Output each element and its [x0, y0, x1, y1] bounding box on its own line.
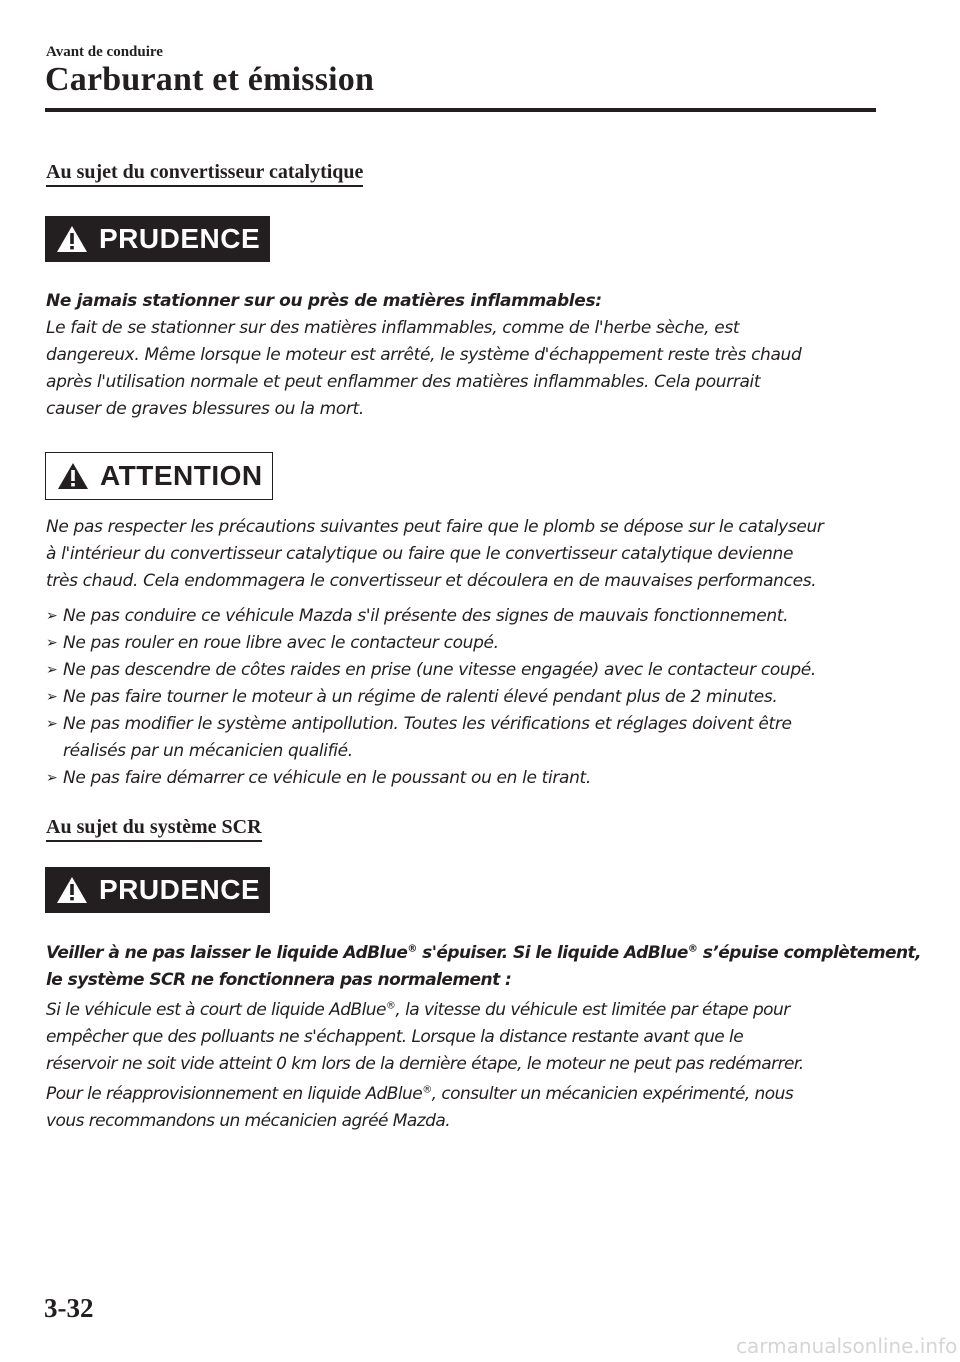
- prudence-label: [45, 867, 270, 913]
- list-item: ➢ Ne pas modifier le système antipollution. Toutes les vérifications et réglages doivent être réalisés par un mécanicien qualifié.: [46, 711, 886, 765]
- list-item: ➢ Ne pas faire démarrer ce véhicule en le poussant ou en le tirant.: [46, 765, 886, 792]
- scr-line-1: Si le véhicule est à court de liquide AdBlue®, la vitesse du véhicule est limitée par étape pour: [46, 1000, 790, 1020]
- scr-bold-line-1: Veiller à ne pas laisser le liquide AdBlue® s'épuiser. Si le liquide AdBlue® s’épuise complètement,: [46, 943, 921, 963]
- prudence-line-2: dangereux. Même lorsque le moteur est arrêté, le système d'échappement reste très chaud: [46, 345, 802, 365]
- arrow-bullet-icon: ➢: [46, 716, 58, 732]
- scr-line-4: Pour le réapprovisionnement en liquide AdBlue®, consulter un mécanicien expérimenté, nous: [46, 1084, 794, 1104]
- prudence-label: [45, 216, 270, 262]
- page-title: Carburant et émission: [45, 61, 375, 98]
- attention-line-1: Ne pas respecter les précautions suivantes peut faire que le plomb se dépose sur le catalyseur: [46, 517, 824, 537]
- warning-triangle-icon: [55, 875, 89, 905]
- scr-bold-line-2: le système SCR ne fonctionnera pas normalement :: [46, 970, 512, 990]
- section-heading-catalytic: Au sujet du convertisseur catalytique: [46, 160, 363, 187]
- attention-label-text: ATTENTION: [100, 460, 263, 491]
- watermark: carmanualsonline.info: [736, 1334, 958, 1358]
- list-item: ➢ Ne pas rouler en roue libre avec le contacteur coupé.: [46, 630, 886, 657]
- arrow-bullet-icon: ➢: [46, 689, 58, 705]
- arrow-bullet-icon: ➢: [46, 770, 58, 786]
- arrow-bullet-icon: ➢: [46, 608, 58, 624]
- precautions-list: [46, 603, 886, 792]
- prudence-label-text: PRUDENCE: [99, 223, 261, 254]
- attention-label: [45, 452, 273, 500]
- attention-line-2: à l'intérieur du convertisseur catalytique ou faire que le convertisseur catalytique devienne: [46, 544, 794, 564]
- list-item: ➢ Ne pas faire tourner le moteur à un régime de ralenti élevé pendant plus de 2 minutes.: [46, 684, 886, 711]
- arrow-bullet-icon: ➢: [46, 662, 58, 678]
- scr-text: [46, 940, 921, 1135]
- chapter-label: Avant de conduire: [46, 44, 163, 60]
- arrow-bullet-icon: ➢: [46, 635, 58, 651]
- prudence-label-text: PRUDENCE: [99, 874, 261, 905]
- warning-triangle-icon: [56, 461, 90, 491]
- prudence-text: [46, 288, 886, 423]
- attention-text: [46, 514, 886, 595]
- warning-triangle-icon: [55, 224, 89, 254]
- prudence-line-3: après l'utilisation normale et peut enflammer des matières inflammables. Cela pourrait: [46, 372, 761, 392]
- title-rule: [45, 108, 876, 112]
- prudence-line-1: Le fait de se stationner sur des matières inflammables, comme de l'herbe sèche, est: [46, 318, 740, 338]
- scr-line-3: réservoir ne soit vide atteint 0 km lors de la dernière étape, le moteur ne peut pas redémarrer.: [46, 1054, 804, 1074]
- page-number: 3-32: [44, 1293, 94, 1323]
- attention-line-3: très chaud. Cela endommagera le convertisseur et découlera en de mauvaises performances.: [46, 571, 817, 591]
- prudence-bold-line: Ne jamais stationner sur ou près de matières inflammables:: [46, 291, 602, 311]
- scr-line-5: vous recommandons un mécanicien agréé Mazda.: [46, 1111, 451, 1131]
- list-item: ➢ Ne pas conduire ce véhicule Mazda s'il présente des signes de mauvais fonctionnement.: [46, 603, 886, 630]
- section-heading-scr: Au sujet du système SCR: [46, 815, 262, 842]
- list-item: ➢ Ne pas descendre de côtes raides en prise (une vitesse engagée) avec le contacteur coupé.: [46, 657, 886, 684]
- prudence-line-4: causer de graves blessures ou la mort.: [46, 399, 364, 419]
- scr-line-2: empêcher que des polluants ne s'échappent. Lorsque la distance restante avant que le: [46, 1027, 744, 1047]
